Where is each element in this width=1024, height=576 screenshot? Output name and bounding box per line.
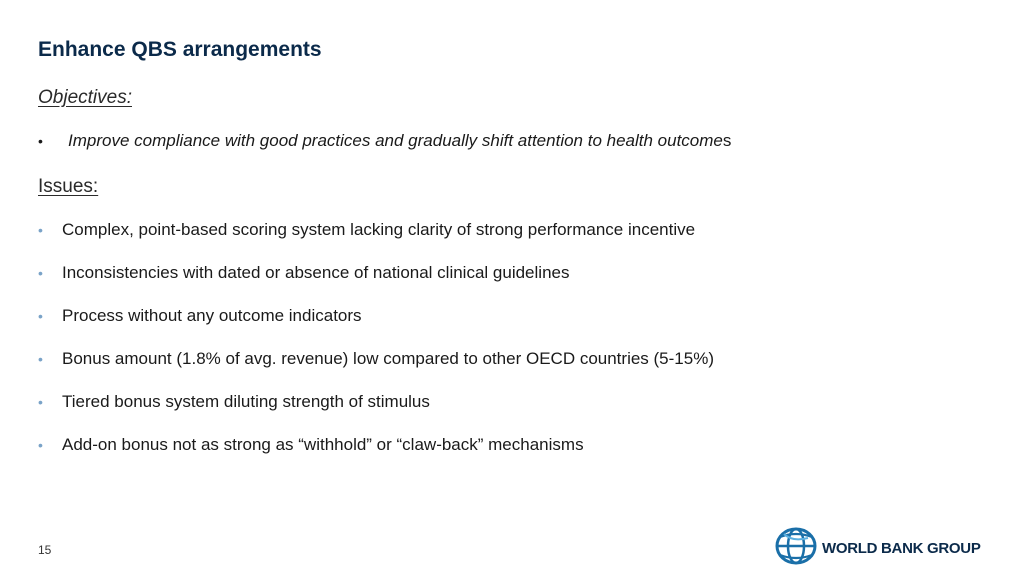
issue-item (38, 349, 714, 369)
page-number: 15 (38, 543, 52, 557)
issue-text: Bonus amount (1.8% of avg. revenue) low compared to other OECD countries (5-15%) (62, 349, 714, 368)
objective-italic-text: Improve compliance with good practices and gradually shift attention to health outcome (68, 131, 723, 150)
world-bank-group-logo (774, 526, 981, 571)
bullet-marker: • (38, 351, 43, 367)
issue-text: Complex, point-based scoring system lacking clarity of strong performance incentive (62, 220, 696, 239)
issues-heading: Issues: (38, 176, 99, 197)
issue-text: Inconsistencies with dated or absence of national clinical guidelines (62, 263, 570, 282)
issue-item (38, 306, 362, 326)
issue-item (38, 263, 569, 283)
slide-title: Enhance QBS arrangements (38, 38, 322, 61)
bullet-marker: • (38, 265, 43, 281)
bullet-marker: • (38, 394, 43, 410)
issue-item (38, 392, 430, 412)
issue-text: Process without any outcome indicators (62, 306, 362, 325)
bullet-marker: • (38, 308, 43, 324)
bullet-marker: • (38, 222, 43, 238)
issue-item (38, 435, 584, 455)
objective-item (38, 131, 731, 151)
issue-text: Tiered bonus system diluting strength of stimulus (62, 392, 430, 411)
issue-item (38, 220, 695, 240)
bullet-marker: • (38, 133, 43, 149)
objectives-heading: Objectives: (38, 87, 132, 108)
logo-text: WORLD BANK GROUP (822, 540, 981, 557)
bullet-marker: • (38, 437, 43, 453)
objective-tail-text: s (722, 131, 732, 150)
globe-icon (774, 526, 818, 571)
objective-text (68, 131, 731, 151)
issue-text: Add-on bonus not as strong as “withhold” or “claw-back” mechanisms (62, 435, 584, 454)
